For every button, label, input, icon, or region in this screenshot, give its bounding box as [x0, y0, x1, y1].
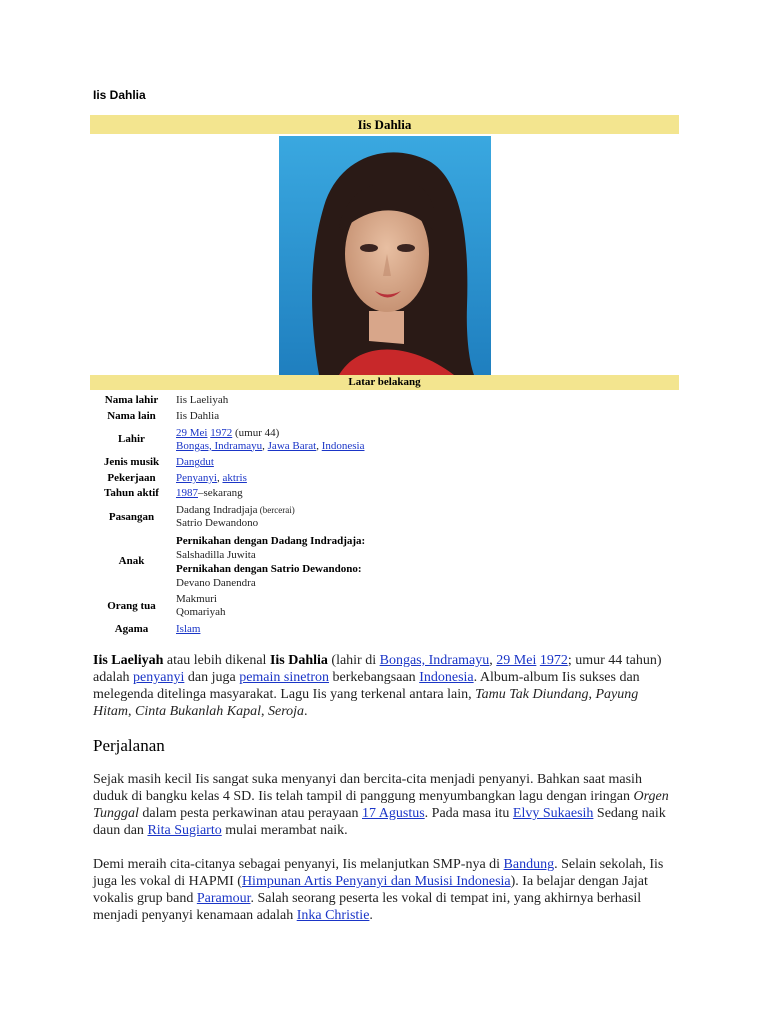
active-year-link[interactable]: 1987	[176, 487, 198, 500]
text: dan juga	[184, 670, 240, 685]
age-text: (umur 44)	[232, 426, 280, 439]
row-value: Iis Laeliyah	[176, 394, 229, 407]
row-key: Tahun aktif	[104, 487, 159, 500]
birth-date-link[interactable]: 29 Mei	[496, 653, 537, 668]
country-link[interactable]: Indonesia	[321, 439, 365, 452]
row-value	[173, 486, 365, 502]
row-value: Iis Dahlia	[176, 409, 220, 422]
text: . Pada masa itu	[424, 806, 513, 821]
infobox-row	[90, 502, 365, 533]
birth-date-link[interactable]: 29 Mei	[176, 426, 208, 439]
row-key: Pasangan	[108, 510, 155, 523]
row-key: Anak	[118, 555, 145, 567]
infobox	[90, 115, 679, 637]
occupation-link-singer[interactable]: Penyanyi	[176, 471, 217, 484]
intro-paragraph	[93, 652, 673, 720]
text: mulai merambat naik.	[221, 823, 348, 838]
bandung-link[interactable]: Bandung	[503, 857, 555, 872]
infobox-row	[90, 591, 365, 622]
portrait-photo	[279, 136, 491, 375]
text: Sejak masih kecil Iis sangat suka menyanyi dan bercita-cita menjadi penyanyi. Bahkan saat masih duduk di bangku kelas 4 SD. Iis telah tampil di panggung menyumbangkan lagu dengan iringan	[93, 772, 642, 804]
section-heading: Perjalanan	[93, 736, 165, 755]
rita-sugiarto-link[interactable]: Rita Sugiarto	[147, 823, 222, 838]
document-title: Iis Dahlia	[93, 88, 146, 102]
province-link[interactable]: Jawa Barat	[267, 439, 317, 452]
birth-year-link[interactable]: 1972	[539, 653, 568, 668]
spouse-1: Dadang Indradjaja	[176, 504, 258, 516]
independence-day-link[interactable]: 17 Agustus	[362, 806, 425, 821]
song-title: Payung Hitam	[93, 687, 639, 719]
singer-link[interactable]: penyanyi	[133, 670, 185, 685]
genre-link[interactable]: Dangdut	[176, 456, 214, 469]
italic-term: Orgen Tunggal	[93, 789, 669, 821]
child-2: Devano Danendra	[176, 576, 256, 589]
career-paragraph-2	[93, 856, 673, 924]
infobox-section-header: Latar belakang	[90, 375, 679, 390]
infobox-row	[90, 409, 365, 425]
separator: ,	[262, 439, 268, 452]
religion-link[interactable]: Islam	[176, 622, 201, 635]
text: berkebangsaan	[329, 670, 420, 685]
text: Sedang naik daun dan	[93, 806, 666, 838]
row-value	[173, 622, 365, 638]
row-value	[173, 424, 365, 455]
paramour-link[interactable]: Paramour	[196, 891, 251, 906]
text: . Selain sekolah, Iis juga les vokal di HAPMI (	[93, 857, 664, 889]
elvy-sukaesih-link[interactable]: Elvy Sukaesih	[512, 806, 594, 821]
row-value	[173, 502, 365, 533]
occupation-link-actress[interactable]: aktris	[222, 471, 247, 484]
infobox-row	[90, 533, 365, 591]
indonesia-link[interactable]: Indonesia	[419, 670, 474, 685]
text: ; umur 44 tahun) adalah	[93, 653, 662, 685]
infobox-table	[90, 393, 365, 637]
row-value	[173, 471, 365, 487]
text: .	[369, 908, 373, 923]
spouse-2: Satrio Dewandono	[176, 517, 259, 529]
stage-name: Iis Dahlia	[269, 653, 328, 668]
separator: ,	[316, 439, 322, 452]
infobox-row	[90, 622, 365, 638]
text: ,	[588, 687, 596, 702]
song-title: Tamu Tak Diundang	[475, 687, 589, 702]
infobox-row	[90, 393, 365, 409]
text: .	[304, 704, 308, 719]
infobox-row	[90, 424, 365, 455]
birthplace-link[interactable]: Bongas, Indramayu	[379, 653, 490, 668]
career-paragraph-1	[93, 771, 673, 839]
text: ,	[128, 704, 135, 719]
birthplace-link[interactable]: Bongas, Indramayu	[176, 439, 263, 452]
row-key: Nama lahir	[104, 394, 159, 407]
child-1: Salshadilla Juwita	[176, 548, 256, 561]
hapmi-link[interactable]: Himpunan Artis Penyanyi dan Musisi Indonesia	[241, 874, 511, 889]
parent-2: Qomariyah	[176, 606, 226, 618]
active-rest: –sekarang	[198, 487, 243, 500]
infobox-header: Iis Dahlia	[90, 115, 679, 134]
text: Demi meraih cita-citanya sebagai penyanyi, Iis melanjutkan SMP-nya di	[93, 857, 504, 872]
birth-name: Iis Laeliyah	[93, 653, 164, 668]
text: . Album-album Iis sukses dan melegenda ditelinga masyarakat. Lagu Iis yang terkenal antara lain,	[93, 670, 640, 702]
infobox-row	[90, 486, 365, 502]
separator: ,	[216, 471, 223, 484]
text: (lahir di	[327, 653, 380, 668]
soap-actor-link[interactable]: pemain sinetron	[239, 670, 329, 685]
birth-year-link[interactable]: 1972	[210, 426, 233, 439]
row-value	[173, 591, 365, 622]
row-key: Agama	[114, 622, 149, 635]
infobox-row	[90, 471, 365, 487]
text: dalam pesta perkawinan atau perayaan	[138, 806, 363, 821]
text: ). Ia belajar dengan Jajat vokalis grup band	[93, 874, 648, 906]
row-key: Nama lain	[107, 409, 156, 422]
row-value	[173, 533, 365, 591]
inka-christie-link[interactable]: Inka Christie	[296, 908, 370, 923]
row-key: Jenis musik	[103, 456, 160, 469]
text: atau lebih dikenal	[163, 653, 270, 668]
row-value	[173, 455, 365, 471]
row-key: Orang tua	[107, 599, 156, 612]
song-title: Cinta Bukanlah Kapal	[135, 704, 261, 719]
spouse-1-note: (bercerai)	[257, 505, 295, 515]
text: . Salah seorang peserta les vokal di tempat ini, yang akhirnya berhasil menjadi penyanyi kenamaan adalah	[93, 891, 642, 923]
children-heading-1: Pernikahan dengan Dadang Indradjaja:	[176, 534, 366, 547]
parent-1: Makmuri	[176, 593, 217, 605]
song-title: Seroja	[268, 704, 305, 719]
text: ,	[261, 704, 268, 719]
text: ,	[489, 653, 497, 668]
children-heading-2: Pernikahan dengan Satrio Dewandono:	[176, 562, 362, 575]
row-key: Lahir	[118, 433, 145, 445]
infobox-row	[90, 455, 365, 471]
row-key: Pekerjaan	[107, 471, 156, 484]
